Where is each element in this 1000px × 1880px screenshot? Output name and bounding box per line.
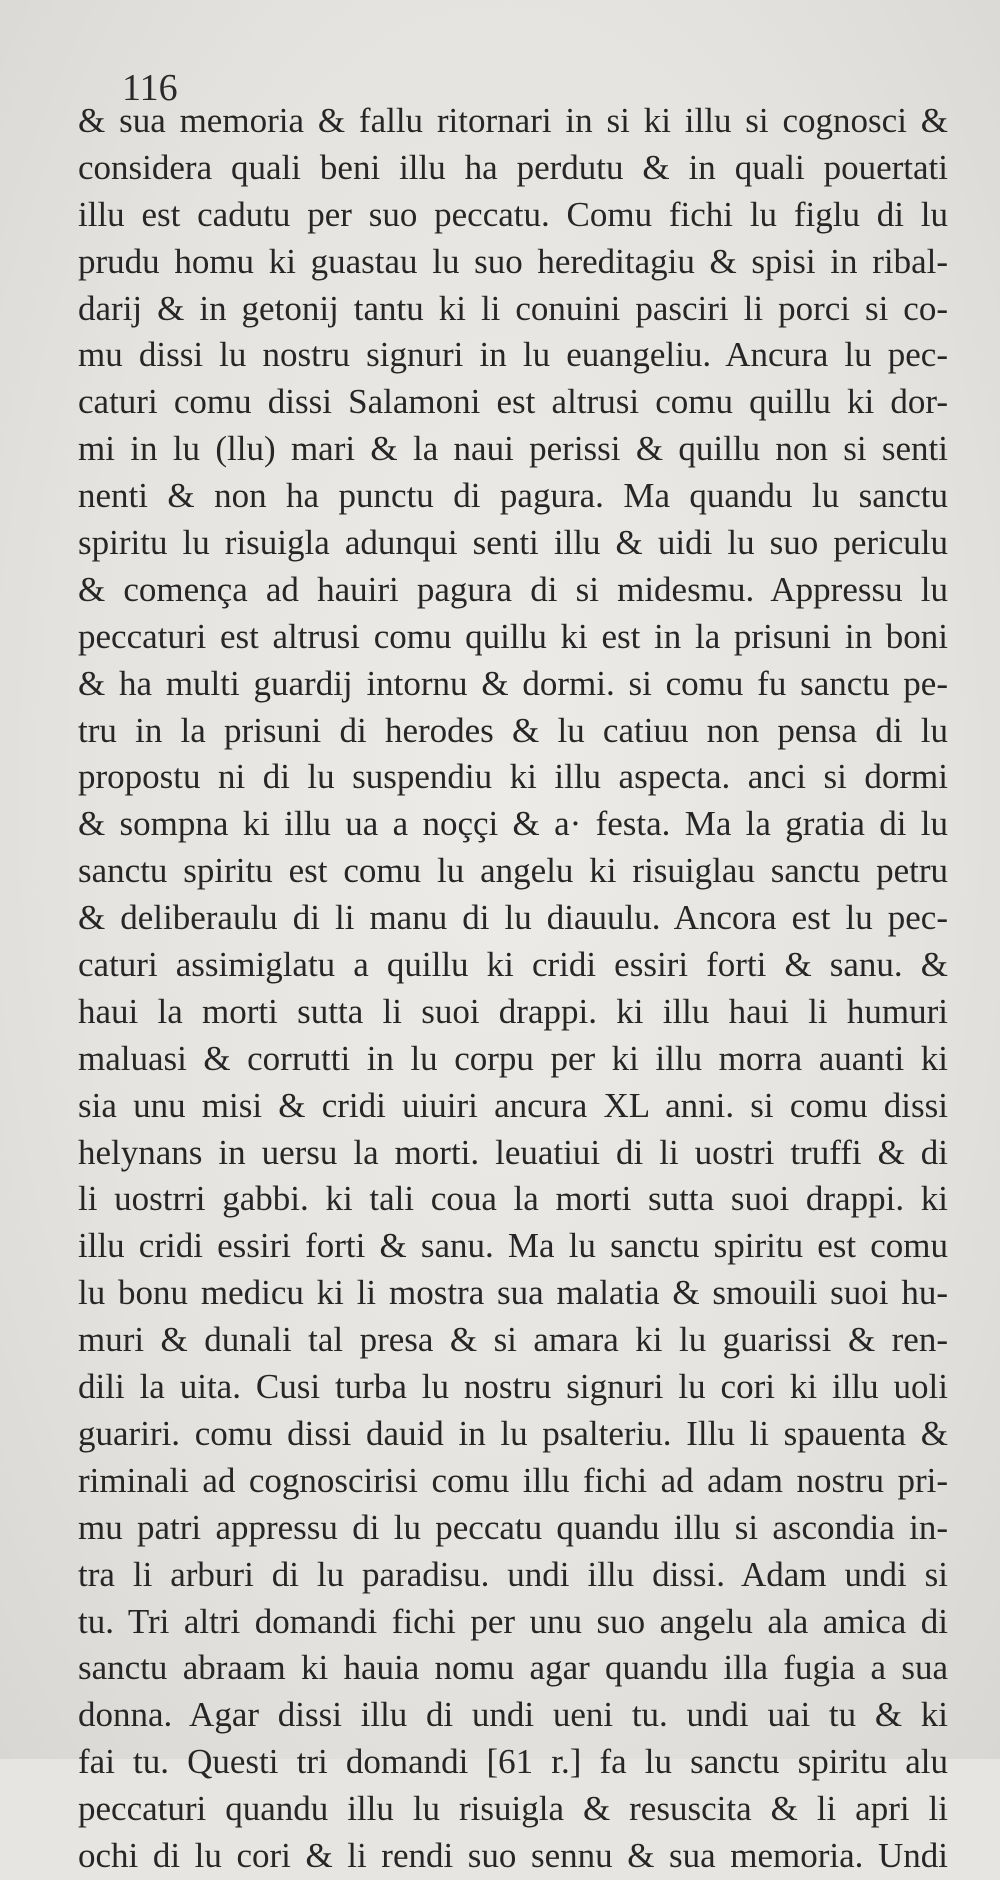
text-line: li uostrri gabbi. ki tali coua la morti sutta suoi drappi. ki: [78, 1179, 948, 1219]
text-line: muri & dunali tal presa & si amara ki lu guarissi & ren-: [78, 1320, 948, 1360]
text-line: maluasi & corrutti in lu corpu per ki illu morra auanti ki: [78, 1038, 948, 1078]
text-line: propostu ni di lu suspendiu ki illu aspecta. anci si dormi: [78, 757, 948, 797]
text-line: peccaturi est altrusi comu quillu ki est in la prisuni in boni: [78, 616, 948, 656]
text-line: sanctu abraam ki hauia nomu agar quandu illa fugia a sua: [78, 1648, 948, 1688]
text-line: considera quali beni illu ha perdutu & in quali pouertati: [78, 147, 948, 187]
text-line: ochi di lu cori & li rendi suo sennu & sua memoria. Undi: [78, 1835, 948, 1875]
text-line: & sua memoria & fallu ritornari in si ki illu si cognosci &: [78, 101, 948, 140]
text-line: mu dissi lu nostru signuri in lu euangeliu. Ancura lu pec-: [78, 335, 948, 375]
text-line: & ha multi guardij intornu & dormi. si comu fu sanctu pe-: [78, 663, 948, 703]
text-line: guariri. comu dissi dauid in lu psalteriu. Illu li spauenta &: [78, 1413, 948, 1453]
text-line: dili la uita. Cusi turba lu nostru signuri lu cori ki illu uoli: [78, 1367, 948, 1407]
text-line: tu. Tri altri domandi fichi per unu suo angelu ala amica di: [78, 1601, 948, 1641]
text-line: darij & in getonij tantu ki li conuini pasciri li porci si co-: [78, 288, 948, 328]
text-line: & deliberaulu di li manu di lu diauulu. Ancora est lu pec-: [78, 898, 948, 938]
text-line: nenti & non ha punctu di pagura. Ma quandu lu sanctu: [78, 476, 948, 516]
text-line: & sompna ki illu ua a noççi & a· festa. Ma la gratia di lu: [78, 804, 948, 844]
text-line: fai tu. Questi tri domandi [61 r.] fa lu sanctu spiritu alu: [78, 1742, 948, 1782]
text-line: illu cridi essiri forti & sanu. Ma lu sanctu spiritu est comu: [78, 1226, 948, 1266]
text-line: mu patri appressu di lu peccatu quandu illu si ascondia in-: [78, 1507, 948, 1547]
text-line: caturi assimiglatu a quillu ki cridi essiri forti & sanu. &: [78, 945, 948, 985]
text-line: illu est cadutu per suo peccatu. Comu fichi lu figlu di lu: [78, 194, 948, 234]
text-line: peccaturi quandu illu lu risuigla & resuscita & li apri li: [78, 1789, 948, 1829]
text-line: prudu homu ki guastau lu suo hereditagiu & spisi in ribal-: [78, 241, 948, 281]
text-line: haui la morti sutta li suoi drappi. ki illu haui li humuri: [78, 991, 948, 1031]
text-line: tra li arburi di lu paradisu. undi illu dissi. Adam undi si: [78, 1554, 948, 1594]
text-line: tru in la prisuni di herodes & lu catiuu non pensa di lu: [78, 710, 948, 750]
text-line: mi in lu (llu) mari & la naui perissi & quillu non si senti: [78, 429, 948, 469]
page-number: 116: [122, 67, 178, 109]
text-line: spiritu lu risuigla adunqui senti illu & uidi lu suo periculu: [78, 523, 948, 563]
text-line: helynans in uersu la morti. leuatiui di li uostri truffi & di: [78, 1132, 948, 1172]
text-line: sanctu spiritu est comu lu angelu ki risuiglau sanctu petru: [78, 851, 948, 891]
text-line: & comença ad hauiri pagura di si midesmu. Appressu lu: [78, 569, 948, 609]
text-line: caturi comu dissi Salamoni est altrusi comu quillu ki dor-: [78, 382, 948, 422]
text-line: lu bonu medicu ki li mostra sua malatia & smouili suoi hu-: [78, 1273, 948, 1313]
text-line: sia unu misi & cridi uiuiri ancura XL anni. si comu dissi: [78, 1085, 948, 1125]
text-line: donna. Agar dissi illu di undi ueni tu. undi uai tu & ki: [78, 1695, 948, 1735]
text-line: riminali ad cognoscirisi comu illu fichi ad adam nostru pri-: [78, 1460, 948, 1500]
page-body-text: [78, 98, 948, 1880]
